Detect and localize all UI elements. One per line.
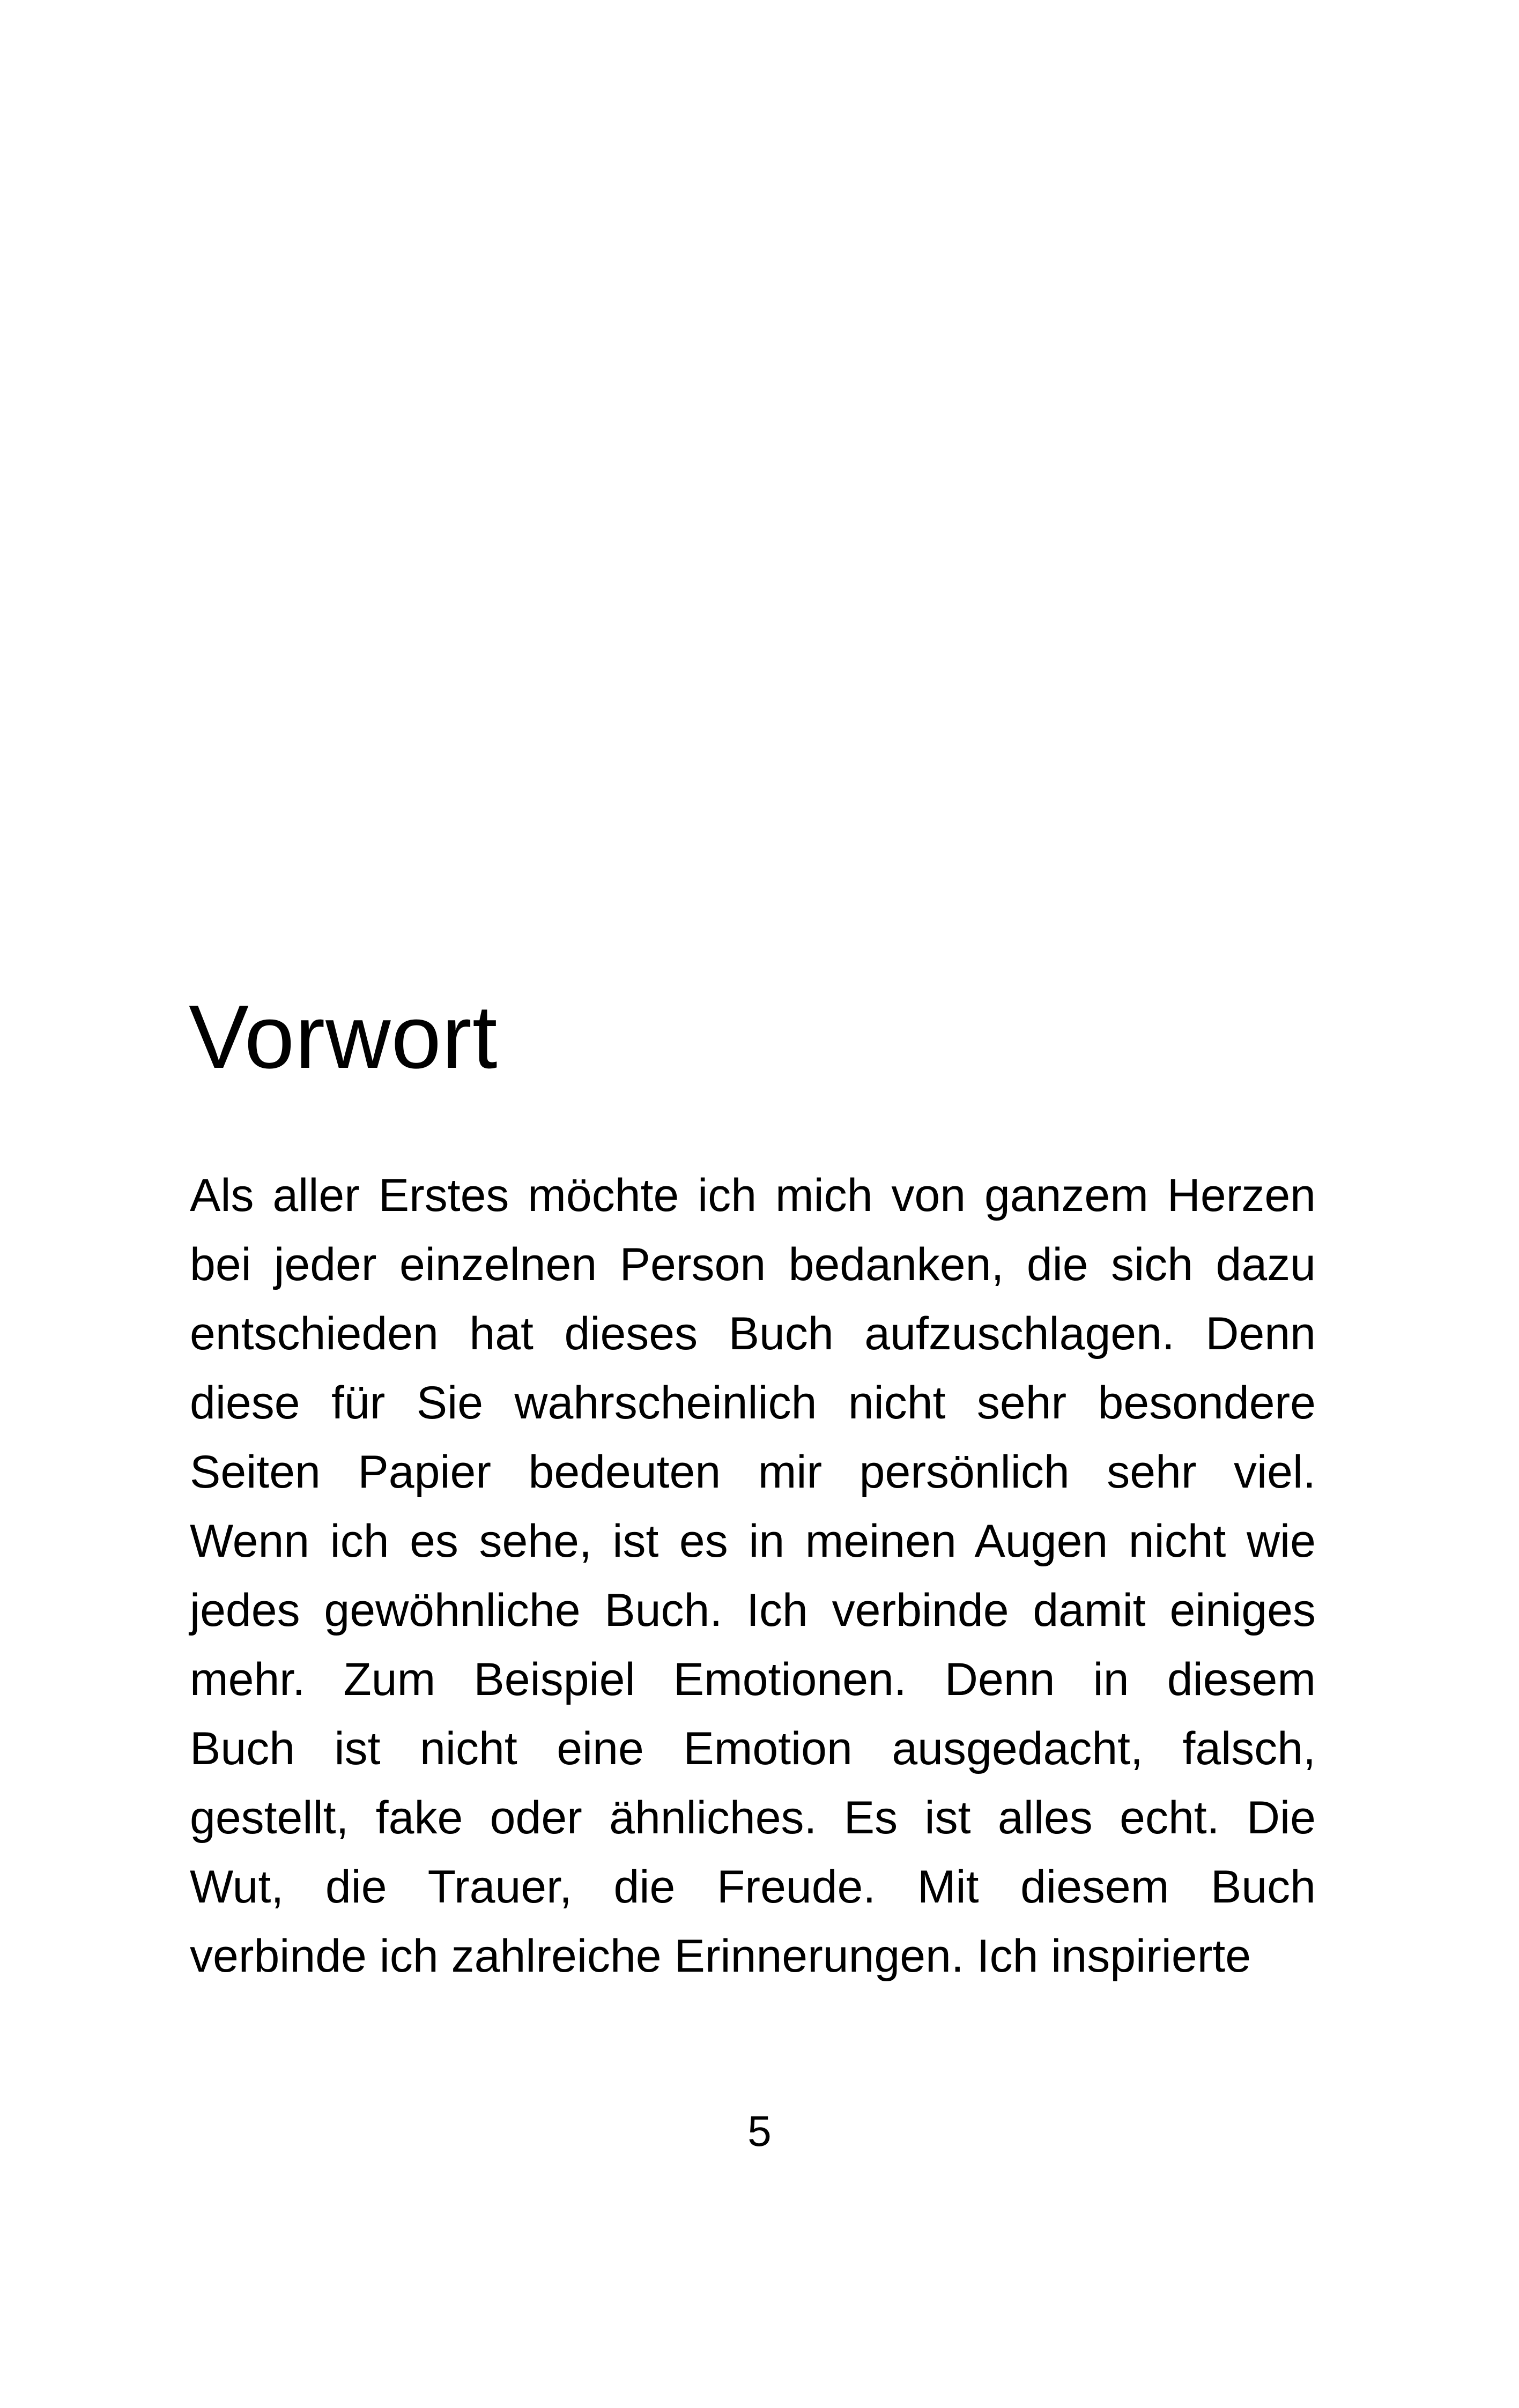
text-line: Wut, die Trauer, die Freude. Mit diesem Buch (190, 1861, 1316, 1913)
text-line: Seiten Papier bedeuten mir persönlich sehr viel. (190, 1446, 1316, 1498)
text-line: Buch ist nicht eine Emotion ausgedacht, falsch, (190, 1723, 1316, 1774)
text-line: mehr. Zum Beispiel Emotionen. Denn in diesem (190, 1654, 1316, 1705)
text-line: Wenn ich es sehe, ist es in meinen Augen nicht wie (190, 1515, 1316, 1567)
text-line: bei jeder einzelnen Person bedanken, die sich dazu (190, 1239, 1316, 1290)
text-line: jedes gewöhnliche Buch. Ich verbinde damit einiges (190, 1585, 1316, 1636)
chapter-heading: Vorwort (189, 986, 498, 1087)
body-paragraph (190, 1161, 1316, 1991)
page-number: 5 (747, 2107, 772, 2155)
text-line: entschieden hat dieses Buch aufzuschlagen. Denn (190, 1308, 1316, 1359)
text-line: Als aller Erstes möchte ich mich von ganzem Herzen (190, 1170, 1316, 1221)
text-line: gestellt, fake oder ähnliches. Es ist alles echt. Die (190, 1792, 1316, 1844)
text-line: diese für Sie wahrscheinlich nicht sehr besondere (190, 1377, 1316, 1429)
text-line: verbinde ich zahlreiche Erinnerungen. Ich inspirierte (190, 1930, 1251, 1982)
